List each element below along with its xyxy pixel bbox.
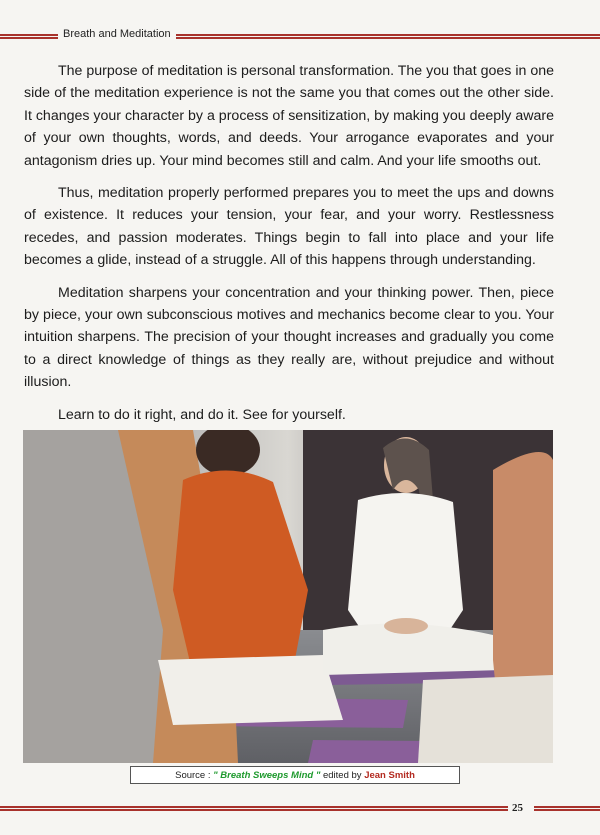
caption-book-title: " Breath Sweeps Mind " — [213, 770, 321, 781]
caption-edited-by: edited by — [322, 770, 362, 781]
caption-editor: Jean Smith — [364, 770, 415, 781]
paragraph-2: Thus, meditation properly performed prepares you to meet the ups and downs of existence. It reduces your tension, your fear, and your worry. Restlessness recedes, and passion moderates. Things begin to fall into place and your life becomes a glide, instead of a struggle. All of this happens through understanding. — [24, 185, 554, 269]
running-header-title: Breath and Meditation — [63, 28, 171, 40]
running-header — [0, 26, 600, 46]
footer-rule-right — [534, 806, 600, 811]
footer-rule-left — [0, 806, 508, 811]
photo-source-caption — [130, 766, 460, 784]
paragraph-4: Learn to do it right, and do it. See for yourself. — [58, 406, 346, 423]
meditation-class-photo — [23, 430, 553, 763]
paragraph-3: Meditation sharpens your concentration and your thinking power. Then, piece by piece, your own subconscious motives and mechanics become clear to you. Your intuition sharpens. The precision of your thought increases and gradually you come to a direct knowledge of things as they really are, without prejudice and without illusion. — [24, 284, 554, 391]
paragraph-1: The purpose of meditation is personal transformation. The you that goes in one side of the meditation experience is not the same you that comes out the other side. It changes your character by a process of sensitization, by making you deeply aware of your own thoughts, words, and deeds. Your arrogance evaporates and your antagonism dries up. Your mind becomes still and calm. And your life smooths out. — [24, 63, 554, 169]
caption-label: Source : — [175, 770, 211, 781]
page-footer — [0, 802, 600, 818]
header-rule-right — [176, 34, 600, 39]
header-rule-left — [0, 34, 58, 39]
body-text — [24, 60, 554, 436]
page-number: 25 — [512, 802, 523, 814]
